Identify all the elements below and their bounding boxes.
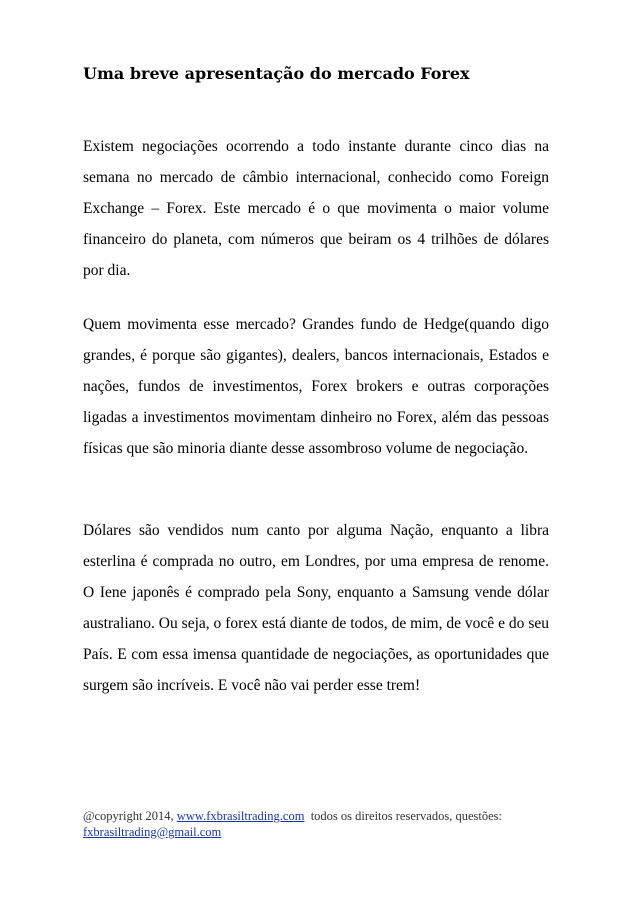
paragraph-3: Dólares são vendidos num canto por alguma Nação, enquanto a libra esterlina é comprada no outro, em Londres, por uma empresa de renome. O Iene japonês é comprado pela Sony, enquanto a Samsung vende dólar australiano. Ou seja, o forex está diante de todos, de mim, de você e do seu País. E com essa imensa quantidade de negociações, as oportunidades que surgem são incríveis. E você não vai perder esse trem! <box>83 522 549 694</box>
footer-website-link[interactable]: www.fxbrasiltrading.com <box>176 809 305 823</box>
page-footer <box>83 808 563 840</box>
paragraph-1: Existem negociações ocorrendo a todo instante durante cinco dias na semana no mercado de câmbio internacional, conhecido como Foreign Exchange – Forex. Este mercado é o que movimenta o maior volume financeiro do planeta, com números que beiram os 4 trilhões de dólares por dia. <box>83 138 549 279</box>
footer-rights-text: todos os direitos reservados, questões: <box>310 809 502 823</box>
document-title: Uma breve apresentação do mercado Forex <box>83 64 470 83</box>
paragraph-2: Quem movimenta esse mercado? Grandes fundo de Hedge(quando digo grandes, é porque são gigantes), dealers, bancos internacionais, Estados e nações, fundos de investimentos, Forex brokers e outras corporações ligadas a investimentos movimentam dinheiro no Forex, além das pessoas físicas que são minoria diante desse assombroso volume de negociação. <box>83 316 549 457</box>
footer-copyright: @copyright 2014, <box>83 809 174 823</box>
footer-email-link[interactable]: fxbrasiltrading@gmail.com <box>83 825 222 839</box>
